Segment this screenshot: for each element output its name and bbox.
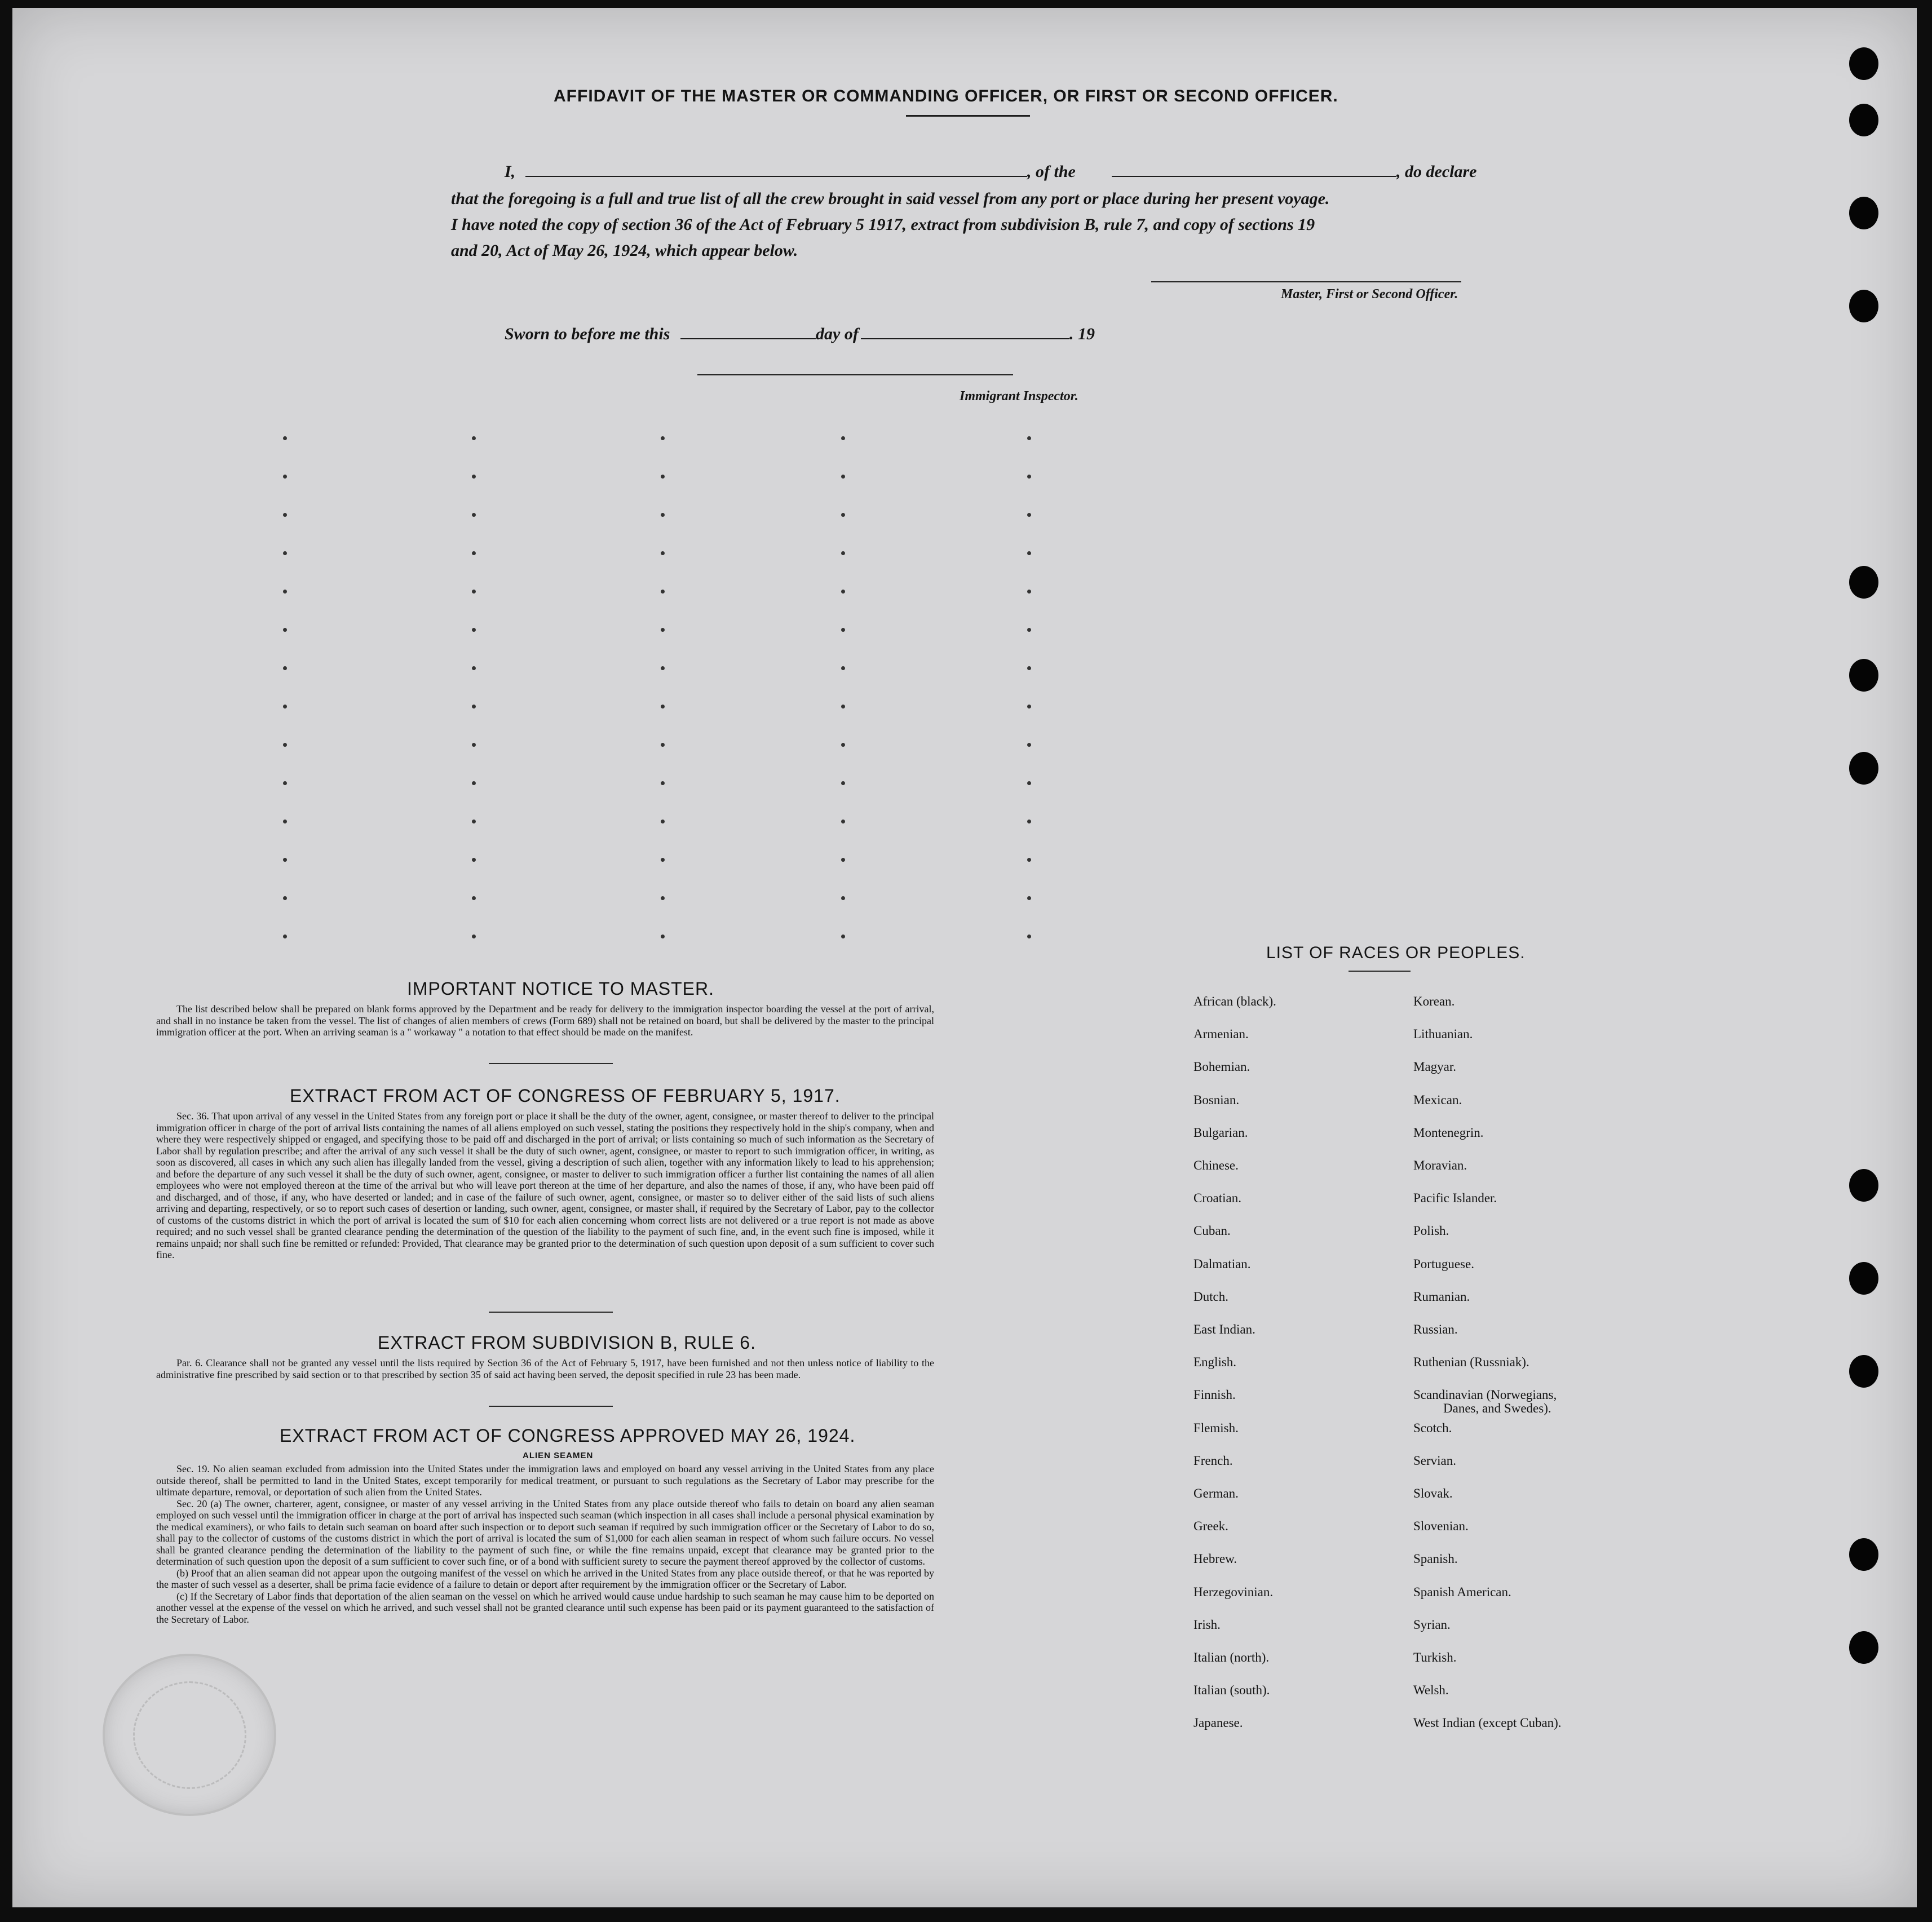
punch-hole xyxy=(1849,197,1878,229)
faint-dot xyxy=(472,896,476,900)
race-item: Spanish American. xyxy=(1413,1584,1511,1599)
divider xyxy=(489,1312,613,1313)
par-6-paragraph: Par. 6. Clearance shall not be granted any vessel until the lists required by Section 36 of the Act of February 5, 1917, have been furnished and not then unless notice of liability to the administrative fine prescribed by said section or to that prescribed by section 35 of said act having been served, the deposit specified in rule 23 has been made. xyxy=(156,1357,934,1380)
race-item: Welsh. xyxy=(1413,1683,1449,1698)
faint-dot xyxy=(283,551,287,555)
race-item: Slovenian. xyxy=(1413,1519,1469,1534)
race-item: Italian (north). xyxy=(1193,1650,1270,1664)
faint-dot xyxy=(841,436,845,440)
faint-dot xyxy=(1027,896,1031,900)
section-19-paragraph: Sec. 19. No alien seaman excluded from admission into the United States under the immigration laws and employed on board any vessel arriving in the United States from any place outside thereof, shall be permitted to land in the United States, except temporarily for medical treatment, or pursuant to such regulations as the Secretary of Labor may prescribe for the ultimate departure, removal, or deportation of such alien from the United States. xyxy=(156,1463,934,1498)
race-item: Ruthenian (Russniak). xyxy=(1413,1355,1529,1370)
faint-dot xyxy=(283,436,287,440)
day-blank-line xyxy=(680,338,816,339)
extract-1924-body xyxy=(156,1463,934,1625)
faint-dot xyxy=(283,896,287,900)
faint-dot xyxy=(1027,436,1031,440)
punch-hole xyxy=(1849,1262,1878,1295)
faint-dot xyxy=(472,858,476,862)
faint-dot xyxy=(472,743,476,747)
divider xyxy=(489,1063,613,1064)
faint-dot xyxy=(661,475,665,479)
race-item: Portuguese. xyxy=(1413,1256,1474,1271)
faint-dot xyxy=(472,935,476,938)
faint-dot xyxy=(841,666,845,670)
race-item: Mexican. xyxy=(1413,1092,1462,1107)
divider xyxy=(489,1406,613,1407)
affidavit-title: AFFIDAVIT OF THE MASTER OR COMMANDING OFFICER, OR FIRST OR SECOND OFFICER. xyxy=(554,87,1338,105)
faint-dot xyxy=(283,781,287,785)
alien-seamen-subtitle: ALIEN SEAMEN xyxy=(523,1451,594,1460)
affidavit-of-the: , of the xyxy=(1027,162,1076,181)
faint-dot xyxy=(283,705,287,708)
faint-dot xyxy=(661,935,665,938)
races-title-underline xyxy=(1349,971,1411,972)
punch-hole xyxy=(1849,47,1878,80)
race-item: Servian. xyxy=(1413,1453,1457,1468)
faint-dot xyxy=(841,858,845,862)
faint-dot xyxy=(661,781,665,785)
subdivision-b-body xyxy=(156,1357,934,1380)
race-item: Greek. xyxy=(1193,1519,1228,1534)
race-item: Russian. xyxy=(1413,1322,1458,1336)
notice-title: IMPORTANT NOTICE TO MASTER. xyxy=(407,978,714,999)
faint-dot xyxy=(1027,781,1031,785)
faint-dot xyxy=(1027,705,1031,708)
race-item: Croatian. xyxy=(1193,1191,1241,1206)
affidavit-line3: I have noted the copy of section 36 of the Act of February 5 1917, extract from subdivision B, rule 7, and copy of sections 19 xyxy=(451,215,1315,234)
faint-dot xyxy=(1027,628,1031,632)
faint-dot xyxy=(1027,935,1031,938)
master-caption: Master, First or Second Officer. xyxy=(1281,287,1458,302)
section-20a-paragraph: Sec. 20 (a) The owner, charterer, agent, consignee, or master of any vessel arriving in the United States from any place outside thereof who fails to detain on board any alien seaman employed on such vessel until the immigration officer in charge at the port of arrival has inspected such seaman (which inspection in all cases shall include a personal physical examination by the medical examiners), or who fails to detain such seaman on board after such inspection or to deport such seaman if required by such immigration officer or the Secretary of Labor to do so, shall pay to the collector of customs of the customs district in which the port of arrival is located the sum of $1,000 for each alien seaman in respect of whom such failure occurs. No vessel shall be granted clearance pending the determination of the liability to the payment of such fine, or while the fine remains unpaid, except that clearance may be granted prior to the determination of such question upon the deposit of a sum sufficient to cover such fine, or of a bond with sufficient surety to secure the payment thereof approved by the collector of customs. xyxy=(156,1498,934,1567)
affidavit-declare: , do declare xyxy=(1396,162,1477,181)
faint-dot xyxy=(1027,820,1031,823)
affidavit-line2: that the foregoing is a full and true list of all the crew brought in said vessel from any port or place during her present voyage. xyxy=(451,189,1330,208)
faint-dot xyxy=(841,590,845,594)
faint-dot xyxy=(841,743,845,747)
faint-dot xyxy=(661,705,665,708)
race-item: Scandinavian (Norwegians, xyxy=(1413,1388,1557,1402)
faint-dot xyxy=(841,513,845,517)
punch-hole xyxy=(1849,1355,1878,1388)
faint-dot xyxy=(661,743,665,747)
race-item: Bohemian. xyxy=(1193,1060,1250,1074)
races-title: LIST OF RACES OR PEOPLES. xyxy=(1266,944,1526,962)
punch-hole xyxy=(1849,104,1878,136)
inspector-signature-line xyxy=(697,374,1013,375)
faint-dot xyxy=(472,781,476,785)
document-page xyxy=(12,8,1917,1907)
faint-dot xyxy=(841,705,845,708)
subdivision-b-title: EXTRACT FROM SUBDIVISION B, RULE 6. xyxy=(378,1332,756,1353)
punch-hole xyxy=(1849,566,1878,599)
section-20c-paragraph: (c) If the Secretary of Labor finds that deportation of the alien seaman on the vessel on which he arrived would cause undue hardship to such seaman he may cause him to be deported on another vessel at the expense of the vessel on which he arrived, and such vessel shall not be granted clearance until such expense has been paid or its payment guaranteed to the satisfaction of the Secretary of Labor. xyxy=(156,1590,934,1625)
race-item: Hebrew. xyxy=(1193,1552,1237,1566)
punch-hole xyxy=(1849,659,1878,692)
notice-paragraph: The list described below shall be prepared on blank forms approved by the Department and be ready for delivery to the immigration inspector boarding the vessel at the port of arrival, and shall in no instance be taken from the vessel. The list of changes of alien members of crews (Form 689) shall not be retained on board, but shall be delivered by the master to the principal immigration officer at the port. When an arriving seaman is a " workaway " a notation to that effect should be made on the manifest. xyxy=(156,1003,934,1038)
race-item: Bulgarian. xyxy=(1193,1125,1248,1140)
race-item: Flemish. xyxy=(1193,1420,1239,1435)
faint-dot xyxy=(283,475,287,479)
month-blank-line xyxy=(861,338,1069,339)
section-36-paragraph: Sec. 36. That upon arrival of any vessel in the United States from any foreign port or place it shall be the duty of the owner, agent, consignee, or master thereof to deliver to the principal immigration officer in charge of the port of arrival lists containing the names of all aliens employed on such vessel, stating the positions they respectively hold in the ship's company, when and where they were respectively shipped or engaged, and specifying those to be paid off and discharged in the port of arrival; or lists containing so much of such information as the Secretary of Labor shall by regulation prescribe; and after the arrival of any such vessel it shall be the duty of such owner, agent, consignee, or master to report to such immigration officer, in writing, as soon as discovered, all cases in which any such alien has illegally landed from the vessel, giving a description of such alien, together with any information likely to lead to his apprehension; and before the departure of any such vessel it shall be the duty of such owner, agent, consignee, or master to deliver to such immigration officer a further list containing the names of all alien employees who were not employed thereon at the time of the arrival but who will leave port thereon at the time of her departure, and also the names of those, if any, who have been paid off and discharged, and of those, if any, who have deserted or landed; and in case of the failure of such owner, agent, consignee, or master so to deliver either of the said lists of such aliens arriving and departing, respectively, or so to report such cases of desertion or landing, such owner, agent, consignee, or master shall, if required by the Secretary of Labor, pay to the collector of customs of the customs district in which the port of arrival is located the sum of $10 for each alien concerning whom correct lists are not delivered or a true report is not made as above required; and no such vessel shall be granted clearance pending the determination of the question of the liability to the payment of such fine, and, in the event such fine is imposed, while it remains unpaid; nor shall such fine be remitted or refunded: Provided, That clearance may be granted prior to the determination of such question upon deposit of a sum sufficient to cover such fine. xyxy=(156,1110,934,1260)
extract-1917-body xyxy=(156,1110,934,1261)
punch-hole xyxy=(1849,752,1878,785)
faint-dot xyxy=(472,436,476,440)
race-item: Scotch. xyxy=(1413,1420,1452,1435)
faint-dot xyxy=(472,475,476,479)
sworn-year: . 19 xyxy=(1069,325,1095,343)
faint-dot xyxy=(661,820,665,823)
faint-dot xyxy=(841,628,845,632)
faint-dot xyxy=(1027,551,1031,555)
race-item: Dalmatian. xyxy=(1193,1256,1251,1271)
race-item: Cuban. xyxy=(1193,1224,1231,1238)
affidavit-line4: and 20, Act of May 26, 1924, which appear below. xyxy=(451,241,798,260)
race-item: Korean. xyxy=(1413,994,1455,1008)
faint-dot xyxy=(1027,590,1031,594)
faint-dot xyxy=(1027,743,1031,747)
race-item: Finnish. xyxy=(1193,1388,1236,1402)
faint-dot xyxy=(661,436,665,440)
master-signature-line xyxy=(1151,281,1461,282)
race-item: Polish. xyxy=(1413,1224,1449,1238)
faint-dot xyxy=(661,858,665,862)
faint-dot xyxy=(841,475,845,479)
punch-hole xyxy=(1849,1631,1878,1664)
race-item: English. xyxy=(1193,1355,1237,1370)
race-item: Montenegrin. xyxy=(1413,1125,1484,1140)
race-item: Herzegovinian. xyxy=(1193,1584,1274,1599)
race-item: West Indian (except Cuban). xyxy=(1413,1716,1562,1730)
sworn-prefix: Sworn to before me this xyxy=(505,325,670,343)
faint-dot xyxy=(283,820,287,823)
race-item: Lithuanian. xyxy=(1413,1027,1473,1042)
faint-dot xyxy=(1027,666,1031,670)
race-item: Syrian. xyxy=(1413,1617,1451,1632)
faint-dot xyxy=(661,896,665,900)
race-item: Slovak. xyxy=(1413,1486,1453,1500)
punch-hole xyxy=(1849,290,1878,322)
inspector-caption: Immigrant Inspector. xyxy=(960,389,1078,404)
faint-dot xyxy=(472,590,476,594)
race-item: Moravian. xyxy=(1413,1158,1467,1172)
race-item: Turkish. xyxy=(1413,1650,1457,1664)
punch-hole xyxy=(1849,1169,1878,1202)
faint-dot xyxy=(661,666,665,670)
race-item: Danes, and Swedes). xyxy=(1443,1401,1551,1416)
faint-dot xyxy=(283,858,287,862)
faint-dot xyxy=(841,551,845,555)
race-item: Dutch. xyxy=(1193,1289,1228,1304)
faint-dot xyxy=(283,743,287,747)
faint-dot xyxy=(841,820,845,823)
faint-dot xyxy=(1027,475,1031,479)
faint-dot xyxy=(1027,858,1031,862)
race-item: Bosnian. xyxy=(1193,1092,1240,1107)
section-20b-paragraph: (b) Proof that an alien seaman did not appear upon the outgoing manifest of the vessel on which he arrived in the United States from any place outside thereof, or that he was reported by the master of such vessel as a deserter, shall be prima facie evidence of a failure to detain or deport after requirement by the immigration officer or the Secretary of Labor. xyxy=(156,1567,934,1590)
race-item: Armenian. xyxy=(1193,1027,1249,1042)
name-blank-line xyxy=(525,176,1027,177)
faint-dot xyxy=(472,628,476,632)
faint-dot xyxy=(283,628,287,632)
faint-dot xyxy=(283,590,287,594)
race-item: Chinese. xyxy=(1193,1158,1239,1172)
faint-dot xyxy=(661,513,665,517)
faint-dot xyxy=(283,666,287,670)
race-item: Magyar. xyxy=(1413,1060,1457,1074)
faint-dot xyxy=(661,590,665,594)
race-item: Rumanian. xyxy=(1413,1289,1470,1304)
faint-dot xyxy=(283,935,287,938)
faint-dot xyxy=(472,705,476,708)
vessel-blank-line xyxy=(1112,176,1396,177)
race-item: French. xyxy=(1193,1453,1233,1468)
extract-1924-title: EXTRACT FROM ACT OF CONGRESS APPROVED MAY 26, 1924. xyxy=(280,1425,856,1446)
race-item: Irish. xyxy=(1193,1617,1221,1632)
faint-dot xyxy=(472,551,476,555)
embossed-seal xyxy=(103,1654,276,1816)
affidavit-i: I, xyxy=(505,162,516,181)
faint-dot xyxy=(472,513,476,517)
faint-dot xyxy=(1027,513,1031,517)
race-item: Japanese. xyxy=(1193,1716,1243,1730)
faint-dot xyxy=(472,820,476,823)
faint-dot xyxy=(661,628,665,632)
faint-dot xyxy=(661,551,665,555)
faint-dot xyxy=(841,935,845,938)
notice-body xyxy=(156,1003,934,1038)
title-underline xyxy=(906,115,1030,117)
race-item: German. xyxy=(1193,1486,1239,1500)
faint-dot xyxy=(841,781,845,785)
faint-dot xyxy=(841,896,845,900)
race-item: Spanish. xyxy=(1413,1552,1458,1566)
race-item: African (black). xyxy=(1193,994,1276,1008)
sworn-day-of: day of xyxy=(816,325,859,343)
faint-dot xyxy=(472,666,476,670)
extract-1917-title: EXTRACT FROM ACT OF CONGRESS OF FEBRUARY 5, 1917. xyxy=(290,1086,841,1106)
race-item: Pacific Islander. xyxy=(1413,1191,1497,1206)
faint-dot xyxy=(283,513,287,517)
race-item: East Indian. xyxy=(1193,1322,1255,1336)
race-item: Italian (south). xyxy=(1193,1683,1270,1698)
punch-hole xyxy=(1849,1538,1878,1571)
